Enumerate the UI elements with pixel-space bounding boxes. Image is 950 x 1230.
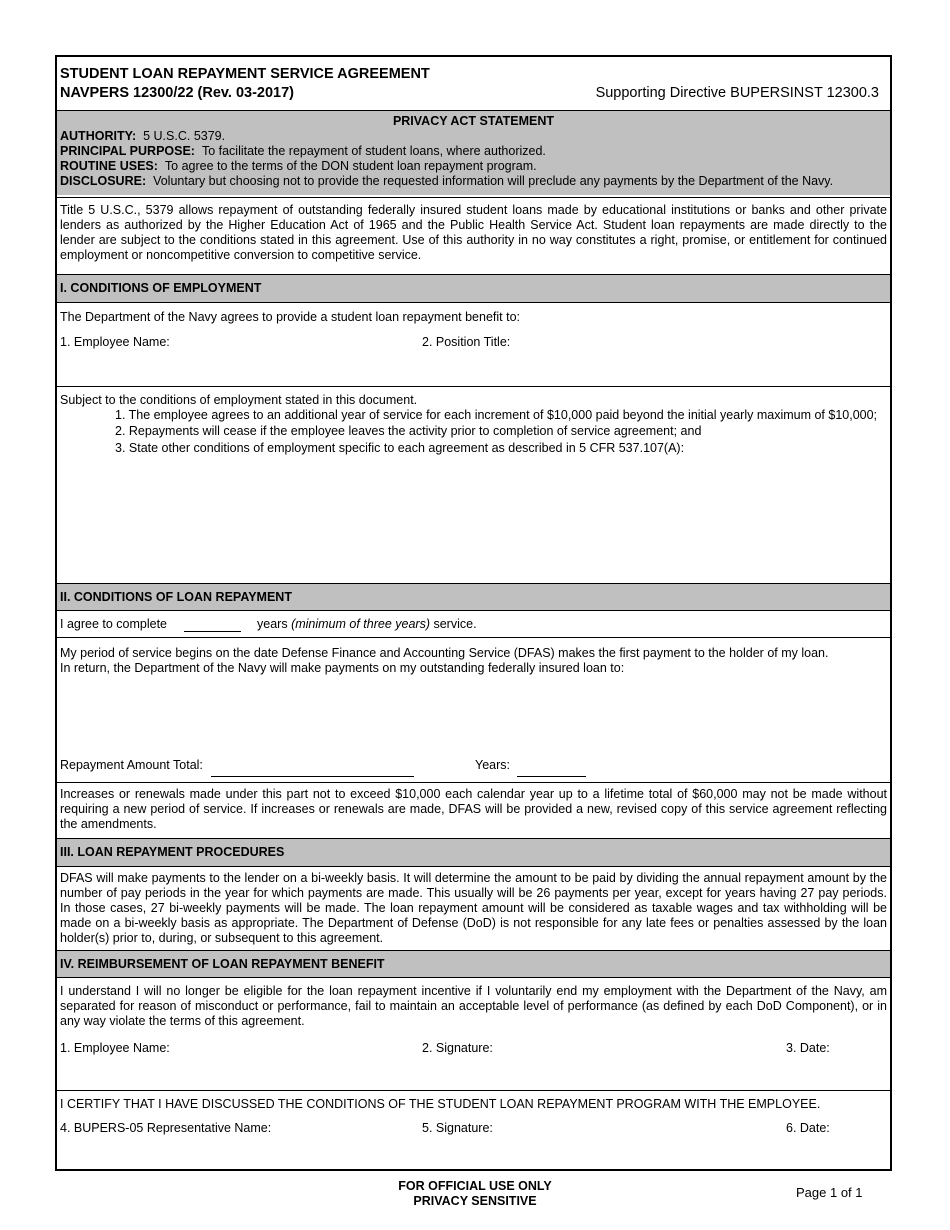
- privacy-title: PRIVACY ACT STATEMENT: [392, 114, 555, 128]
- condition-3: 3. State other conditions of employment specific to each agreement as described in 5 CFR 537.107(A):: [115, 441, 685, 455]
- section-4-title: IV. REIMBURSEMENT OF LOAN REPAYMENT BENEFIT: [60, 957, 385, 971]
- period-of-service-block: [57, 637, 890, 782]
- privacy-act-statement: [57, 110, 890, 195]
- section-3-header: [57, 838, 890, 866]
- condition-1: 1. The employee agrees to an additional year of service for each increment of $10,000 paid beyond the initial yearly maximum of $10,000;: [115, 408, 878, 422]
- agree-years-word: years: [257, 617, 288, 631]
- authority-text: 5 U.S.C. 5379.: [143, 129, 226, 143]
- employee-date-label: 3. Date:: [786, 1041, 830, 1055]
- employment-conditions-block: [57, 386, 890, 583]
- service-agreement-form: [55, 55, 892, 1171]
- certify-text: I CERTIFY THAT I HAVE DISCUSSED THE CONDITIONS OF THE STUDENT LOAN REPAYMENT PROGRAM WITH THE EMPLOYEE.: [60, 1097, 821, 1111]
- position-title-label: 2. Position Title:: [422, 335, 511, 349]
- supporting-directive: Supporting Directive BUPERSINST 12300.3: [595, 85, 879, 101]
- routine-text: To agree to the terms of the DON student loan repayment program.: [164, 159, 537, 173]
- privacy-sensitive-label: PRIVACY SENSITIVE: [413, 1194, 537, 1208]
- condition-2: 2. Repayments will cease if the employee leaves the activity prior to completion of service agreement; and: [115, 424, 702, 438]
- purpose-label: PRINCIPAL PURPOSE:: [60, 144, 195, 158]
- years-label: Years:: [475, 758, 510, 772]
- section-4-header: [57, 950, 890, 977]
- employment-employee-block: [57, 302, 890, 386]
- agree-prefix: I agree to complete: [60, 617, 168, 631]
- routine-label: ROUTINE USES:: [60, 159, 158, 173]
- purpose-text: To facilitate the repayment of student loans, where authorized.: [201, 144, 546, 158]
- rep-date-label: 6. Date:: [786, 1121, 830, 1135]
- agree-minimum: (minimum of three years): [291, 617, 430, 631]
- employee-name-label-2: 1. Employee Name:: [60, 1041, 170, 1055]
- authority-label: AUTHORITY:: [60, 129, 137, 143]
- form-title: STUDENT LOAN REPAYMENT SERVICE AGREEMENT: [60, 66, 430, 82]
- agree-suffix: service.: [433, 617, 477, 631]
- rep-name-label: 4. BUPERS-05 Representative Name:: [60, 1121, 272, 1135]
- section-2-header: [57, 583, 890, 610]
- subject-to-text: Subject to the conditions of employment stated in this document.: [60, 393, 418, 407]
- page-number: Page 1 of 1: [796, 1185, 863, 1200]
- form-number: NAVPERS 12300/22 (Rev. 03-2017): [60, 85, 295, 101]
- period-line-1: My period of service begins on the date Defense Finance and Accounting Service (DFAS) makes the first payment to the holder of my loan.: [60, 646, 829, 660]
- repayment-total-label: Repayment Amount Total:: [60, 758, 203, 772]
- certification-block: [57, 1090, 890, 1171]
- period-line-2: In return, the Department of the Navy will make payments on my outstanding federally insured loan to:: [60, 661, 625, 675]
- agree-rest: [257, 617, 477, 631]
- form-header: [57, 57, 890, 110]
- section-2-title: II. CONDITIONS OF LOAN REPAYMENT: [60, 590, 292, 604]
- rep-signature-label: 5. Signature:: [422, 1121, 493, 1135]
- employee-name-label: 1. Employee Name:: [60, 335, 170, 349]
- increases-text: Increases or renewals made under this part not to exceed $10,000 each calendar year up to a lifetime total of $60,000 may not be made without requiring a new period of service. If increases or renewals are made, DFAS will be provided a new, revised copy of this service agreement reflecting the amendments.: [60, 787, 887, 831]
- navy-agrees-text: The Department of the Navy agrees to provide a student loan repayment benefit to:: [60, 310, 520, 324]
- reimbursement-text: I understand I will no longer be eligible for the loan repayment incentive if I voluntarily end my employment with the Department of the Navy, am separated for reason of misconduct or performance, fail to maintain an acceptable level of performance (as defined by each DoD Component), or in any way violate the terms of this agreement.: [60, 984, 887, 1028]
- routine-uses-line: [60, 159, 887, 174]
- reimbursement-block: [57, 977, 890, 1090]
- section-3-title: III. LOAN REPAYMENT PROCEDURES: [60, 845, 285, 859]
- official-use-label: FOR OFFICIAL USE ONLY: [398, 1179, 552, 1193]
- repayment-total-field[interactable]: [211, 776, 414, 777]
- purpose-line: [60, 144, 887, 159]
- procedures-block: [57, 866, 890, 950]
- repayment-years-field[interactable]: [517, 776, 586, 777]
- years-of-service-field[interactable]: [184, 631, 241, 632]
- section-1-title: I. CONDITIONS OF EMPLOYMENT: [60, 281, 262, 295]
- section-1-header: [57, 274, 890, 302]
- disclosure-line: [60, 174, 887, 189]
- authority-line: [60, 129, 887, 144]
- procedures-text: DFAS will make payments to the lender on a bi-weekly basis. It will determine the amount to be paid by dividing the annual repayment amount by the number of pay periods in the year for which payments are made. This usually will be 26 payments per year, except for years having 27 pay periods. In those cases, 27 bi-weekly payments will be made. The loan repayment amount will be considered as taxable wages and tax withholding will be made on a bi-weekly basis as appropriate. The Department of Defense (DoD) is not responsible for any late fees or penalties assessed by the loan holder(s) prior to, during, or subsequent to this agreement.: [60, 871, 887, 945]
- disclosure-label: DISCLOSURE:: [60, 174, 147, 188]
- intro-section: [57, 197, 890, 274]
- disclosure-text: Voluntary but choosing not to provide the requested information will preclude any payments by the Department of the Navy.: [153, 174, 834, 188]
- agree-years-row: [57, 610, 890, 637]
- increases-block: [57, 782, 890, 838]
- intro-text: Title 5 U.S.C., 5379 allows repayment of outstanding federally insured student loans made by educational institutions or banks and other private lenders as authorized by the Higher Education Act of 1965 and the Public Health Service Act. Student loan repayments are made directly to the lender are subject to the conditions stated in this agreement. Use of this authority in no way constitutes a right, promise, or entitlement for continued employment or noncompetitive conversion to competitive service.: [60, 203, 887, 262]
- employee-signature-label: 2. Signature:: [422, 1041, 493, 1055]
